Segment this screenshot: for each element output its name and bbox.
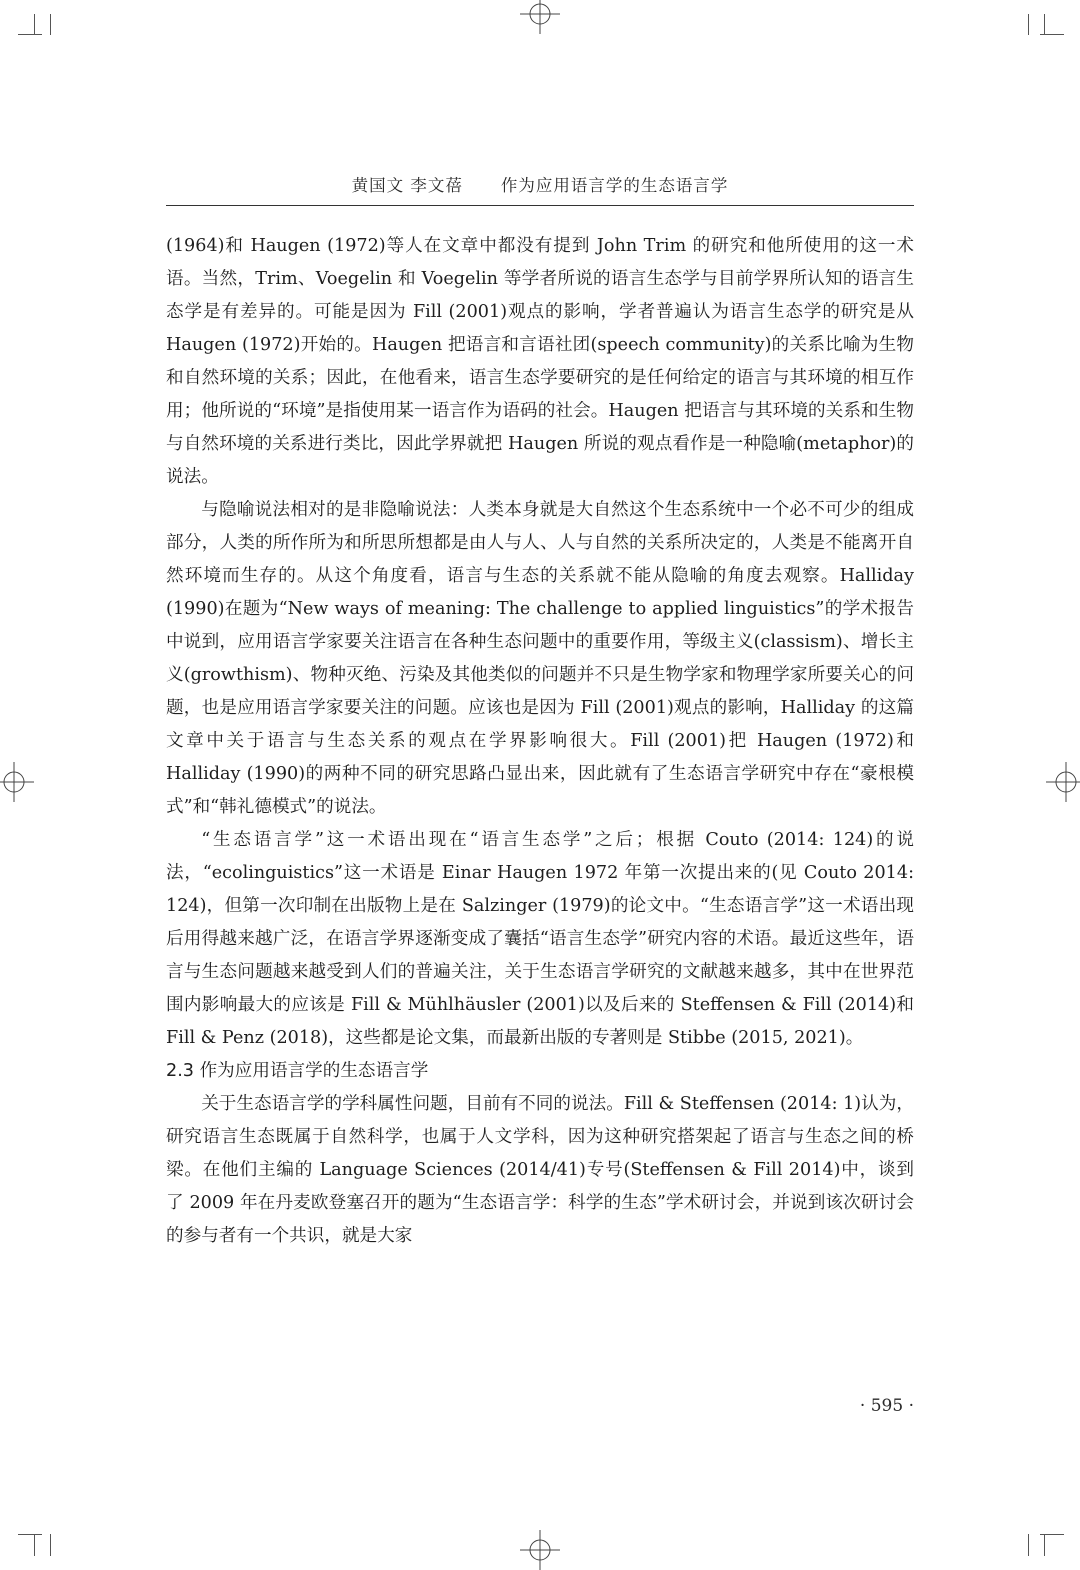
crop-mark-bottom-left-v	[34, 1534, 35, 1556]
body-text	[166, 230, 914, 1253]
section-heading: 2.3 作为应用语言学的生态语言学	[166, 1061, 429, 1081]
section-paragraph: 关于生态语言学的学科属性问题，目前有不同的说法。Fill & Steffensen (2014: 1)认为，研究语言生态既属于自然科学，也属于人文学科，因为这种研究搭架起了语言与生态之间的桥梁。在他们主编的 Language Sciences (2014/41)专号(Steffensen & Fill 2014)中，谈到了 2009 年在丹麦欧登塞召开的题为“生态语言学：科学的生态”学术研讨会，并说到该次研讨会的参与者有一个共识，就是大家	[166, 1094, 914, 1246]
crop-mark-top-left-v	[34, 14, 35, 35]
crop-mark-bottom-right-v	[1044, 1534, 1045, 1556]
paragraph: 与隐喻说法相对的是非隐喻说法：人类本身就是大自然这个生态系统中一个必不可少的组成部分，人类的所作所为和所思所想都是由人与人、人与自然的关系所决定的，人类是不能离开自然环境而生存的。从这个角度看，语言与生态的关系就不能从隐喻的角度去观察。Halliday (1990)在题为“New ways of meaning: The challenge to applied linguistics”的学术报告中说到，应用语言学家要关注语言在各种生态问题中的重要作用，等级主义(classism)、增长主义(growthism)、物种灭绝、污染及其他类似的问题并不只是生物学家和物理学家所要关心的问题，也是应用语言学家要关注的问题。应该也是因为 Fill (2001)观点的影响，Halliday 的这篇文章中关于语言与生态关系的观点在学界影响很大。Fill (2001)把 Haugen (1972)和 Halliday (1990)的两种不同的研究思路凸显出来，因此就有了生态语言学研究中存在“豪根模式”和“韩礼德模式”的说法。	[166, 500, 914, 817]
header-rule	[166, 205, 914, 206]
crop-mark-bottom-left-h	[18, 1534, 42, 1535]
crop-mark-bottom-right-v2	[1028, 1534, 1029, 1556]
paragraph: “生态语言学”这一术语出现在“语言生态学”之后；根据 Couto (2014: 124)的说法，“ecolinguistics”这一术语是 Einar Haugen 1972 年第一次提出来的(见 Couto 2014: 124)，但第一次印制在出版物上是在 Salzinger (1979)的论文中。“生态语言学”这一术语出现后用得越来越广泛，在语言学界逐渐变成了囊括“语言生态学”研究内容的术语。最近这些年，语言与生态问题越来越受到人们的普遍关注，关于生态语言学研究的文献越来越多，其中在世界范围内影响最大的应该是 Fill & Mühlhäusler (2001)以及后来的 Steffensen & Fill (2014)和 Fill & Penz (2018)，这些都是论文集，而最新出版的专著则是 Stibbe (2015, 2021)。	[166, 830, 914, 1048]
registration-mark-right-icon	[1046, 762, 1080, 802]
registration-mark-top-icon	[520, 0, 560, 34]
registration-mark-bottom-icon	[520, 1530, 560, 1570]
crop-mark-top-right-v	[1044, 14, 1045, 35]
crop-mark-top-right-v2	[1028, 14, 1029, 35]
crop-mark-top-left-v2	[50, 14, 51, 35]
crop-mark-bottom-left-v2	[50, 1534, 51, 1556]
paragraph-continuation: (1964)和 Haugen (1972)等人在文章中都没有提到 John Trim 的研究和他所使用的这一术语。当然，Trim、Voegelin 和 Voegelin 等学者所说的语言生态学与目前学界所认知的语言生态学是有差异的。可能是因为 Fill (2001)观点的影响，学者普遍认为语言生态学的研究是从 Haugen (1972)开始的。Haugen 把语言和言语社团(speech community)的关系比喻为生物和自然环境的关系；因此，在他看来，语言生态学要研究的是任何给定的语言与其环境的相互作用；他所说的“环境”是指使用某一语言作为语码的社会。Haugen 把语言与其环境的关系和生物与自然环境的关系进行类比，因此学界就把 Haugen 所说的观点看作是一种隐喻(metaphor)的说法。	[166, 236, 914, 487]
page-number: · 595 ·	[859, 1396, 914, 1416]
crop-mark-top-left-h	[18, 34, 42, 35]
running-head	[166, 172, 914, 202]
registration-mark-left-icon	[0, 762, 34, 802]
running-head-title: 作为应用语言学的生态语言学	[500, 176, 729, 195]
running-head-authors: 黄国文 李文蓓	[351, 176, 463, 195]
